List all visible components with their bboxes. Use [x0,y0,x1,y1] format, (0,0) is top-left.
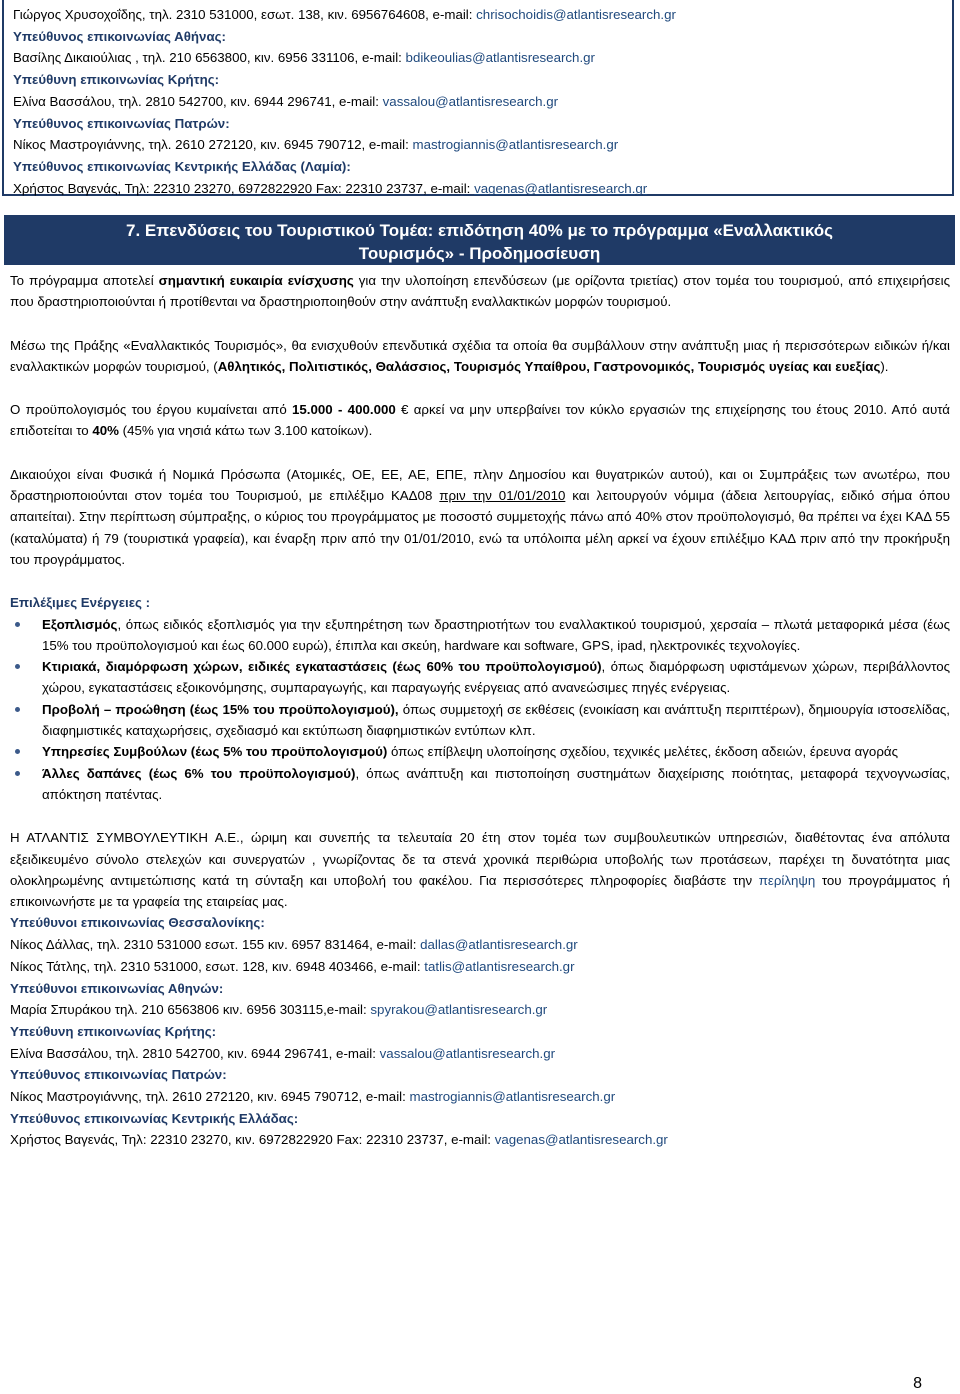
contact-header: Υπεύθυνος επικοινωνίας Κεντρικής Ελλάδας (Λαμία): [13,158,351,174]
email-link[interactable]: vagenas@atlantisresearch.gr [494,1132,668,1148]
list-item: Προβολή – προώθηση (έως 15% του προϋπολογισμού), όπως συμμετοχή σε εκθέσεις (ενοικίαση και ανάπτυξη περιπτέρων), δημιουργία ιστοσελίδας, διαφημιστικές καταχωρήσεις, σχεδιασμό και εκτύπωση διαφημιστικών εντύπων κλπ. [42,699,950,742]
contact-header: Υπεύθυνος επικοινωνίας Πατρών: [10,1067,227,1083]
contact-line: Βασίλης Δικαιούλιας , τηλ. 210 6563800, κιν. 6956 331106, e-mail: bdikeoulias@atlantisresearch.gr [13,50,595,66]
email-link[interactable]: vassalou@atlantisresearch.gr [382,93,559,109]
email-link[interactable]: tatlis@atlantisresearch.gr [424,958,575,974]
contact-line: Ελίνα Βασσάλου, τηλ. 2810 542700, κιν. 6944 296741, e-mail: vassalou@atlantisresearch.gr [13,93,559,109]
contact-header: Υπεύθυνος επικοινωνίας Κεντρικής Ελλάδας: [10,1110,299,1126]
contact-line: Νίκος Δάλλας, τηλ. 2310 531000 εσωτ. 155 κιν. 6957 831464, e-mail: dallas@atlantisresearch.gr [10,937,578,953]
contact-header: Υπεύθυνοι επικοινωνίας Θεσσαλονίκης: [10,915,265,931]
email-link[interactable]: bdikeoulias@atlantisresearch.gr [405,50,595,66]
contact-line: Χρήστος Βαγενάς, Τηλ: 22310 23270, κιν. 6972822920 Fax: 22310 23737, e-mail: vagenas@atlantisresearch.gr [10,1132,668,1148]
contact-line: Γιώργος Χρυσοχοΐδης, τηλ. 2310 531000, εσωτ. 138, κιν. 6956764608, e-mail: chrisochoidis@atlantisresearch.gr [13,7,676,22]
top-contacts-box [2,0,954,196]
contact-line: Μαρία Σπυράκου τηλ. 210 6563806 κιν. 6956 303115,e-mail: spyrakou@atlantisresearch.gr [10,1002,548,1018]
contact-line: Νίκος Μαστρογιάννης, τηλ. 2610 272120, κιν. 6945 790712, e-mail: mastrogiannis@atlantisresearch.gr [10,1089,616,1105]
contact-line: Νίκος Τάτλης, τηλ. 2310 531000, εσωτ. 128, κιν. 6948 403466, e-mail: tatlis@atlantisresearch.gr [10,958,575,974]
program-paragraph: Μέσω της Πράξης «Εναλλακτικός Τουρισμός», θα ενισχυθούν επενδυτικά σχέδια τα οποία θα συμβάλλουν στην ανάπτυξη μιας ή περισσότερων ειδικών ή/και εναλλακτικών μορφών τουρισμού, (Αθλητικός, Πολιτιστικός, Θαλάσσιος, Τουρισμός Υπαίθρου, Γαστρονομικός, Τουρισμός υγείας και ευεξίας). [10,337,950,374]
contact-header: Υπεύθυνοι επικοινωνίας Αθηνών: [10,980,224,996]
email-link[interactable]: mastrogiannis@atlantisresearch.gr [412,137,619,153]
email-link[interactable]: mastrogiannis@atlantisresearch.gr [409,1089,616,1105]
section-title-line2: Τουρισμός» - Προδημοσίευση [358,244,601,263]
page-number: 8 [913,1375,922,1392]
article-body [10,270,950,1151]
contact-header: Υπεύθυνος επικοινωνίας Αθήνας: [13,28,226,44]
contact-line: Χρήστος Βαγενάς, Τηλ: 22310 23270, 6972822920 Fax: 22310 23737, e-mail: vagenas@atlantisresearch.gr [13,180,648,196]
contact-header: Υπεύθυνη επικοινωνίας Κρήτης: [10,1023,217,1039]
contact-header: Υπεύθυνη επικοινωνίας Κρήτης: [13,72,220,88]
list-item: Κτιριακά, διαμόρφωση χώρων, ειδικές εγκαταστάσεις (έως 60% του προϋπολογισμού), όπως διαμόρφωση υφιστάμενων χώρων, περιβάλλοντος χώρου, εγκαταστάσεις εξοικονόμησης, συμπαραγωγής, και παραγωγής ενέργειας από ανανεώσιμες πηγές ενέργειας. [42,656,950,699]
list-item: Υπηρεσίες Συμβούλων (έως 5% του προϋπολογισμού) όπως επίβλεψη υλοποίησης σχεδίου, τεχνικές μελέτες, έκδοση αδειών, έρευνα αγοράς [42,741,950,762]
section-title-line1: 7. Επενδύσεις του Τουριστικού Τομέα: επιδότηση 40% με το πρόγραμμα «Εναλλακτικός [126,221,833,240]
email-link[interactable]: vassalou@atlantisresearch.gr [379,1045,556,1061]
bottom-contacts [10,912,950,1151]
budget-paragraph: Ο προϋπολογισμός του έργου κυμαίνεται από 15.000 - 400.000 € αρκεί να μην υπερβαίνει τον κύκλο εργασιών της επιχείρησης του έτους 2010. Από αυτά επιδοτείται το 40% (45% για νησιά κάτω των 3.100 κατοίκων). [10,402,950,439]
intro-paragraph: Το πρόγραμμα αποτελεί σημαντική ευκαιρία ενίσχυσης για την υλοποίηση επενδύσεων (με ορίζοντα τριετίας) στον τομέα του τουρισμού, από επιχειρήσεις που δραστηριοποιούνται ή προτίθενται να δραστηριοποιηθούν στην ανάπτυξη εναλλακτικών μορφών τουρισμού. [10,273,950,310]
summary-link[interactable]: περίληψη [758,872,816,888]
list-item: Άλλες δαπάνες (έως 6% του προϋπολογισμού), όπως ανάπτυξη και πιστοποίηση συστημάτων διαχείρισης ποιότητας, μεταφορά τεχνογνωσίας, απόκτηση πατέντας. [42,763,950,806]
email-link[interactable]: dallas@atlantisresearch.gr [420,937,578,953]
email-link[interactable]: spyrakou@atlantisresearch.gr [370,1002,548,1018]
contact-header: Υπεύθυνος επικοινωνίας Πατρών: [13,115,230,131]
list-item: Εξοπλισμός, όπως ειδικός εξοπλισμός για την εξυπηρέτηση των δραστηριοτήτων του εναλλακτικού τουρισμού, χερσαία – πλωτά μεταφορικά μέσα (έως 15% του προϋπολογισμού και έως 60.000 ευρώ), έπιπλα και σκεύη, hardware και software, GPS, ipad, ηλεκτρονικές τεχνολογίες. [42,614,950,657]
email-link[interactable]: chrisochoidis@atlantisresearch.gr [476,7,676,22]
section-title-bar [4,215,955,265]
contact-line: Νίκος Μαστρογιάννης, τηλ. 2610 272120, κιν. 6945 790712, e-mail: mastrogiannis@atlantisresearch.gr [13,137,619,153]
beneficiaries-paragraph: Δικαιούχοι είναι Φυσικά ή Νομικά Πρόσωπα (Ατομικές, ΟΕ, ΕΕ, ΑΕ, ΕΠΕ, πλην Δημοσίου και θυγατρικών αυτού), και οι Συμπράξεις των ανωτέρω, που δραστηριοποιούνται στον τομέα του Τουρισμού, με επιλέξιμο ΚΑΔ08 πριν την 01/01/2010 και λειτουργούν νόμιμα (άδεια λειτουργίας, ειδικό σήμα όπου απαιτείται). Στην περίπτωση σύμπραξης, ο κύριος του προγράμματος με ποσοστό συμμετοχής πάνω από 40% στον προϋπολογισμό, θα πρέπει να έχει ΚΑΔ 55 (καταλύματα) ή 79 (τουριστικά γραφεία), και έναρξη πριν από την 01/01/2010, ενώ τα υπόλοιπα μέλη αρκεί να έχουν επιλέξιμο ΚΑΔ πριν από την προκήρυξη του προγράμματος. [10,466,951,567]
company-paragraph: Η ΑΤΛΑΝΤΙΣ ΣΥΜΒΟΥΛΕΥΤΙΚΗ Α.Ε., ώριμη και συνεπής τα τελευταία 20 έτη στον τομέα των συμβουλευτικών υπηρεσιών, διαθέτοντας ένα απόλυτα εξειδικευμένο σύνολο στελεχών και συνεργατών , γνωρίζοντας δε τα στενά χρονικά περιθώρια υποβολής των προτάσεων, παρέχει τη δυνατότητα μιας ολοκληρωμένης αντιμετώπισης κατά τη σύνταξη και υποβολή του φακέλου. Για περισσότερες πληροφορίες διαβάστε την περίληψη του προγράμματος ή επικοινωνήστε με τα γραφεία της εταιρείας μας. [10,830,950,910]
eligible-list [10,614,950,806]
email-link[interactable]: vagenas@atlantisresearch.gr [474,180,648,196]
contact-line: Ελίνα Βασσάλου, τηλ. 2810 542700, κιν. 6944 296741, e-mail: vassalou@atlantisresearch.gr [10,1045,556,1061]
eligible-heading: Επιλέξιμες Ενέργειες : [10,595,151,611]
